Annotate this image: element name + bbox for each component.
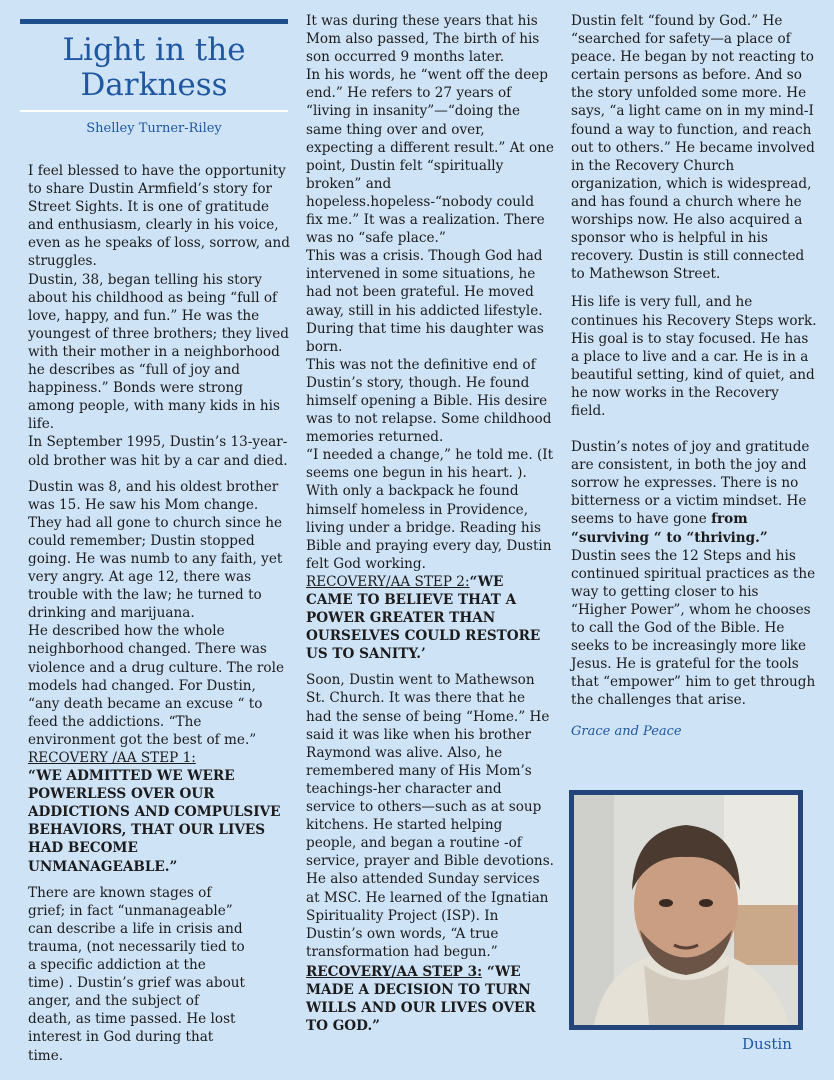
col1-paragraph-1: I feel blessed to have the opportunity to share Dustin Armfield’s story for Street Sights. It is one of gratitude and enthusiasm, clearly in his voice, even as he speaks of loss, sorrow, and struggles.: [28, 163, 290, 270]
title-line-2: Darkness: [80, 67, 228, 103]
column-2: [306, 12, 554, 1035]
col3-paragraph-1: Dustin felt “found by God.” He “searched for safety—a place of peace. He began by not reacting to certain persons as before. And so the story unfolded some more. He says, “a light came on in my mind-I found a way to function, and reach out to others.” He became involved in the Recovery Church organization, which is widespread, and has found a church where he worships now. He also acquired a sponsor who is helpful in his recovery. Dustin is still connected to Mathewson Street.: [571, 13, 815, 283]
col1-paragraph-5: He described how the whole neighborhood changed. There was violence and a drug culture. The role models had changed. For Dustin, “any death became an excuse “ to feed the addictions. “The environment got the best of me.”: [28, 623, 285, 748]
col3-p3-end: Dustin sees the 12 Steps and his continued spiritual practices as the way to getting closer to his “Higher Power”, whom he chooses to call the God of the Bible. He seeks to be increasingly more like Jesus. He is grateful for the tools that “empower” him to get through the challenges that arise.: [571, 547, 816, 709]
article-title: [20, 33, 288, 103]
col2-paragraph-1: It was during these years that his Mom also passed, The birth of his son occurred 9 months later.: [306, 13, 540, 66]
col3-paragraph-3: [571, 438, 817, 709]
photo-caption: Dustin: [742, 1035, 792, 1053]
col2-paragraph-2: In his words, he “went off the deep end.” He refers to 27 years of “living in insanity”—“doing the same thing over and over, expecting a different result.” At one point, Dustin felt “spiritually broken” and hopeless.hopeless-“nobody could fix me.” It was a realization. There was no “safe place.”: [306, 67, 554, 247]
column-3: [571, 12, 817, 742]
step2-heading: RECOVERY/AA STEP 2:: [306, 573, 470, 590]
col2-paragraph-6: Soon, Dustin went to Mathewson St. Church. It was there that he had the sense of being “Home.” He said it was like when his brother Raymond was alive. Also, he remembered many of His Mom’s teachings-her character and service to others—such as at soup kitchens. He started helping people, and began a routine -of service, prayer and Bible devotions. He also attended Sunday services at MSC. He learned of the Ignatian Spirituality Project (ISP). In Dustin’s own words, “A true transformation had begun.”: [306, 672, 554, 960]
col2-paragraph-5: “I needed a change,” he told me. (It seems one begun in his heart. ). With only a backpack he found himself homeless in Providence, living under a bridge. Reading his Bible and praying every day, Dustin felt God working.: [306, 447, 554, 572]
col1-paragraph-2: Dustin, 38, began telling his story about his childhood as being “full of love, happy, and fun.” He was the youngest of three brothers; they lived with their mother in a neighborhood he describes as “full of joy and happiness.” Bonds were strong among people, with many kids in his life.: [28, 271, 289, 433]
portrait-image: [574, 795, 798, 1025]
step2-block: [306, 573, 554, 663]
title-line-1: Light in the: [62, 32, 246, 68]
column-1: [28, 162, 290, 1065]
col3-p3-emphasis: from “surviving “ to “thriving.”: [571, 511, 768, 546]
col1-paragraph-6: There are known stages of grief; in fact “unmanageable” can describe a life in crisis and trauma, (not necessarily tied to a specific addiction at the time) . Dustin’s grief was about anger, and the subject of death, as time passed. He lost interest in God during that time.: [28, 884, 246, 1064]
col3-paragraph-2: His life is very full, and he continues his Recovery Steps work. His goal is to stay focused. He has a place to live and a car. He is in a beautiful setting, kind of quiet, and he now works in the Recovery field.: [571, 294, 817, 419]
step3-block: [306, 963, 554, 1035]
col1-paragraph-3: In September 1995, Dustin’s 13-year-old brother was hit by a car and died.: [28, 434, 288, 469]
step2-text: “WE CAME TO BELIEVE THAT A POWER GREATER THAN OURSELVES COULD RESTORE US TO SANITY.’: [306, 573, 541, 663]
step1-heading: RECOVERY /AA STEP 1:: [28, 750, 196, 766]
step3-text: “WE MADE A DECISION TO TURN WILLS AND OUR LIVES OVER TO GOD.”: [306, 963, 536, 1035]
step3-heading: RECOVERY/AA STEP 3:: [306, 963, 483, 980]
signoff: Grace and Peace: [571, 724, 682, 740]
title-top-rule: [20, 19, 288, 24]
step1-text: “WE ADMITTED WE WERE POWERLESS OVER OUR ADDICTIONS AND COMPULSIVE BEHAVIORS, THAT OUR LIVES HAD BECOME UNMANAGEABLE.”: [28, 768, 281, 875]
col3-p3-start: Dustin’s notes of joy and gratitude are consistent, in both the joy and sorrow he expresses. There is no bitterness or a victim mindset. He seems to have gone: [571, 439, 810, 528]
col2-paragraph-4: This was not the definitive end of Dustin’s story, though. He found himself opening a Bible. His desire was to not relapse. Some childhood memories returned.: [306, 356, 552, 446]
title-bottom-rule: [20, 110, 288, 112]
dustin-photo: [569, 790, 803, 1030]
col2-paragraph-3: This was a crisis. Though God had intervened in some situations, he had not been grateful. He moved away, still in his addicted lifestyle. During that time his daughter was born.: [306, 248, 544, 355]
byline: Shelley Turner-Riley: [86, 121, 222, 136]
col1-paragraph-4: Dustin was 8, and his oldest brother was 15. He saw his Mom change. They had all gone to church since he could remember; Dustin stopped going. He was numb to any faith, yet very angry. At age 12, there was trouble with the law; he turned to drinking and marijuana.: [28, 478, 283, 622]
